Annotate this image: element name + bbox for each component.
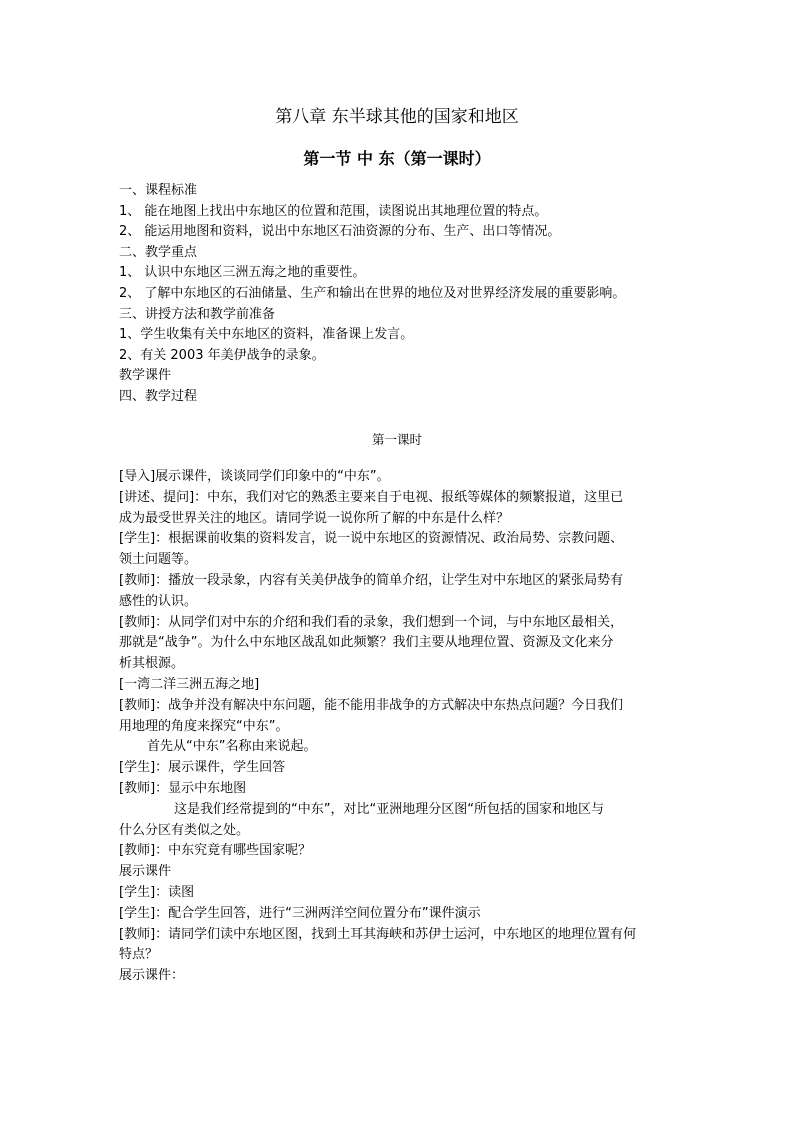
- outline-line: 二、教学重点: [119, 244, 198, 260]
- lesson-line: 那就是“战争”。为什么中东地区战乱如此频繁？我们主要从地理位置、资源及文化来分: [119, 635, 614, 651]
- lesson-line: 首先从“中东”名称由来说起。: [147, 739, 317, 755]
- lesson-line: [学生]：配合学生回答，进行“三洲两洋空间位置分布”课件演示: [119, 905, 481, 921]
- lesson-section: [119, 467, 679, 987]
- lesson-line: [教师]：显示中东地图: [119, 780, 247, 796]
- lesson-heading: 第一课时: [371, 432, 422, 447]
- lesson-line: [导入]展示课件，谈谈同学们印象中的“中东”。: [119, 469, 390, 484]
- lesson-line: [学生]：根据课前收集的资料发言，说一说中东地区的资源情况、政治局势、宗教问题、: [119, 531, 624, 547]
- lesson-line: 这是我们经常提到的“中东”，对比“亚洲地理分区图“所包括的国家和地区与: [174, 801, 604, 817]
- outline-line: 1、学生收集有关中东地区的资料，准备课上发言。: [119, 327, 414, 343]
- outline-line: 一、课程标准: [119, 183, 198, 198]
- outline-line: 2、 能运用地图和资料，说出中东地区石油资源的分布、生产、出口等情况。: [119, 224, 561, 240]
- lesson-line: [学生]：读图: [119, 884, 195, 900]
- lesson-line: 用地理的角度来探究“中东”。: [119, 718, 289, 734]
- outline-line: 教学课件: [119, 368, 172, 384]
- lesson-line: [一湾二洋三洲五海之地]: [119, 676, 260, 692]
- outline-line: 1、 能在地图上找出中东地区的位置和范围，读图说出其地理位置的特点。: [119, 203, 548, 219]
- lesson-line: [讲述、提问]：中东，我们对它的熟悉主要来自于电视、报纸等媒体的频繁报道，这里已: [119, 489, 624, 505]
- lesson-line: 感性的认识。: [119, 593, 198, 609]
- lesson-line: [教师]：请同学们读中东地区图，找到土耳其海峡和苏伊士运河，中东地区的地理位置有何: [119, 926, 637, 942]
- outline-section: [119, 181, 679, 408]
- lesson-line: 析其根源。: [119, 656, 185, 672]
- lesson-line: 什么分区有类似之处。: [119, 822, 250, 838]
- lesson-line: 成为最受世界关注的地区。请同学说一说你所了解的中东是什么样？: [119, 510, 510, 526]
- lesson-line: [教师]：播放一段录象，内容有关美伊战争的简单介绍，让学生对中东地区的紧张局势有: [119, 572, 624, 588]
- outline-line: 1、 认识中东地区三洲五海之地的重要性。: [119, 265, 366, 281]
- chapter-title: 第八章 东半球其他的国家和地区: [275, 107, 519, 127]
- lesson-line: [学生]：展示课件，学生回答: [119, 760, 286, 776]
- lesson-line: [教师]：战争并没有解决中东问题，能不能用非战争的方式解决中东热点问题？今日我们: [119, 697, 624, 713]
- outline-line: 2、 了解中东地区的石油储量、生产和输出在世界的地位及对世界经济发展的重要影响。: [119, 285, 626, 301]
- lesson-line: [教师]：从同学们对中东的介绍和我们看的录象，我们想到一个词，与中东地区最相关，: [119, 614, 624, 630]
- lesson-line: 展示课件：: [119, 968, 185, 984]
- lesson-line: 展示课件: [119, 864, 172, 880]
- outline-line: 三、讲授方法和教学前准备: [119, 306, 276, 322]
- outline-line: 2、有关 2003 年美伊战争的录象。: [119, 347, 325, 363]
- lesson-line: [教师]：中东究竟有哪些国家呢？: [119, 843, 312, 859]
- lesson-line: 领土问题等。: [119, 552, 198, 568]
- section-title: 第一节 中 东（第一课时）: [303, 149, 491, 168]
- lesson-line: 特点？: [119, 947, 159, 963]
- outline-line: 四、教学过程: [119, 388, 198, 404]
